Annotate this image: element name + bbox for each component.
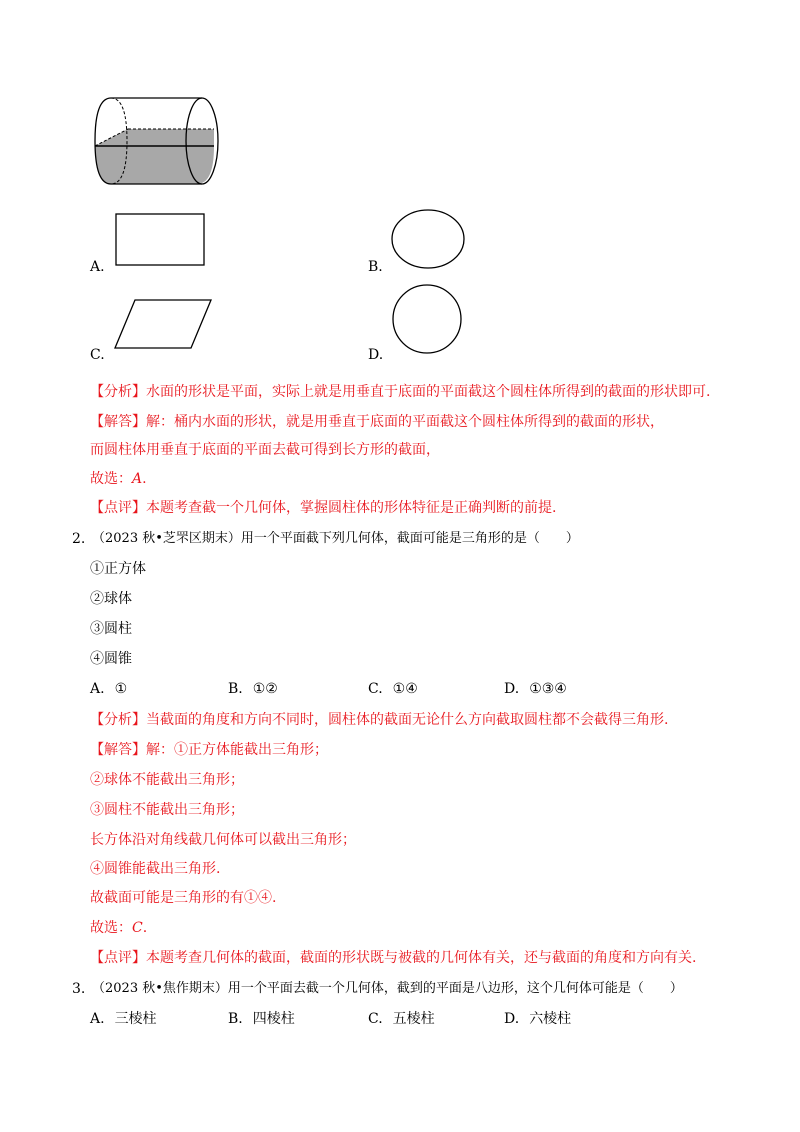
- choice-label: C.: [368, 681, 383, 697]
- q2-solution-line-2: ②球体不能截出三角形；: [90, 772, 244, 788]
- q3-choice-c: [368, 1010, 435, 1028]
- q2-choice-c: [368, 680, 418, 698]
- q1-answer: [90, 470, 147, 488]
- q1-review: [90, 499, 556, 517]
- review-tag: 【点评】: [90, 950, 146, 966]
- answer-prefix: 故选：: [90, 471, 132, 487]
- choice-label: D.: [504, 1011, 520, 1027]
- answer-suffix: .: [142, 471, 147, 487]
- rectangle-shape: [115, 213, 207, 267]
- choice-value: ①③④: [529, 681, 567, 697]
- analysis-tag: 【分析】: [90, 384, 146, 400]
- q2-choice-b: [228, 680, 278, 698]
- q2-choice-d: [504, 680, 567, 698]
- choice-label: B.: [228, 1011, 243, 1027]
- option-b-label: B.: [368, 259, 383, 275]
- choice-label: C.: [368, 1011, 383, 1027]
- review-text: 本题考查几何体的截面，截面的形状既与被截的几何体有关，还与截面的角度和方向有关.: [146, 950, 697, 966]
- q3-choice-a: [90, 1010, 157, 1028]
- q3-stem: （2023 秋•焦作期末）用一个平面去截一个几何体，截到的平面是八边形，这个几何体可能是（ ）: [92, 981, 683, 996]
- q2-item-3: ③圆柱: [90, 621, 132, 637]
- q3-choice-b: [228, 1010, 295, 1028]
- choice-value: 三棱柱: [114, 1011, 157, 1027]
- q2-solution-line-4: 长方体沿对角线截几何体可以截出三角形；: [90, 832, 356, 848]
- q2-item-2: ②球体: [90, 591, 132, 607]
- choice-value: 六棱柱: [529, 1011, 572, 1027]
- q2-solution-line-5: ④圆锥能截出三角形.: [90, 861, 221, 877]
- q2-item-1: ①正方体: [90, 561, 146, 577]
- choice-label: D.: [504, 681, 520, 697]
- answer-letter: C: [132, 920, 143, 936]
- choice-label: A.: [90, 681, 105, 697]
- option-d-label: D.: [368, 347, 384, 363]
- circle-shape: [392, 284, 464, 356]
- q3-choice-d: [504, 1010, 571, 1028]
- q2-number: 2.: [72, 531, 86, 547]
- solution-text: 解：桶内水面的形状，就是用垂直于底面的平面截这个圆柱体所得到的截面的形状，: [146, 414, 664, 430]
- q2-analysis: [90, 711, 668, 729]
- ellipse-shape: [390, 209, 468, 271]
- choice-value: ①④: [392, 681, 418, 697]
- option-c-label: C.: [90, 347, 105, 363]
- q2-review: [90, 949, 696, 967]
- choice-label: B.: [228, 681, 243, 697]
- q1-solution-line-1: [90, 413, 664, 431]
- answer-suffix: .: [142, 920, 148, 936]
- choice-value: 五棱柱: [392, 1011, 435, 1027]
- option-a-label: A.: [90, 259, 105, 275]
- choice-value: ①②: [252, 681, 278, 697]
- solution-tag: 【解答】: [90, 414, 146, 430]
- answer-prefix: 故选：: [90, 920, 132, 936]
- parallelogram-shape: [114, 298, 214, 352]
- analysis-tag: 【分析】: [90, 712, 146, 728]
- q1-solution-line-2: 而圆柱体用垂直于底面的平面去截可得到长方形的截面，: [90, 442, 440, 458]
- cylinder-water-figure: [88, 92, 228, 192]
- answer-letter: A: [132, 471, 143, 487]
- solution-text: 解：①正方体能截出三角形；: [146, 742, 328, 758]
- analysis-text: 当截面的角度和方向不同时，圆柱体的截面无论什么方向截取圆柱都不会截得三角形.: [146, 712, 669, 728]
- solution-tag: 【解答】: [90, 742, 146, 758]
- q2-stem: （2023 秋•芝罘区期末）用一个平面截下列几何体，截面可能是三角形的是（ ）: [92, 531, 579, 546]
- q2-solution-line-3: ③圆柱不能截出三角形；: [90, 802, 244, 818]
- q2-solution-line-6: 故截面可能是三角形的有①④.: [90, 890, 277, 906]
- choice-value: ①: [114, 681, 128, 697]
- choice-value: 四棱柱: [252, 1011, 295, 1027]
- review-tag: 【点评】: [90, 500, 146, 516]
- analysis-text: 水面的形状是平面，实际上就是用垂直于底面的平面截这个圆柱体所得到的截面的形状即可.: [146, 384, 711, 400]
- q2-choice-a: [90, 680, 127, 698]
- choice-label: A.: [90, 1011, 105, 1027]
- q3-number: 3.: [72, 981, 86, 997]
- review-text: 本题考查截一个几何体，掌握圆柱体的形体特征是正确判断的前提.: [146, 500, 557, 516]
- q2-item-4: ④圆锥: [90, 651, 132, 667]
- q2-answer: [90, 919, 147, 937]
- q2-solution-line-1: [90, 741, 328, 759]
- q1-analysis: [90, 383, 710, 401]
